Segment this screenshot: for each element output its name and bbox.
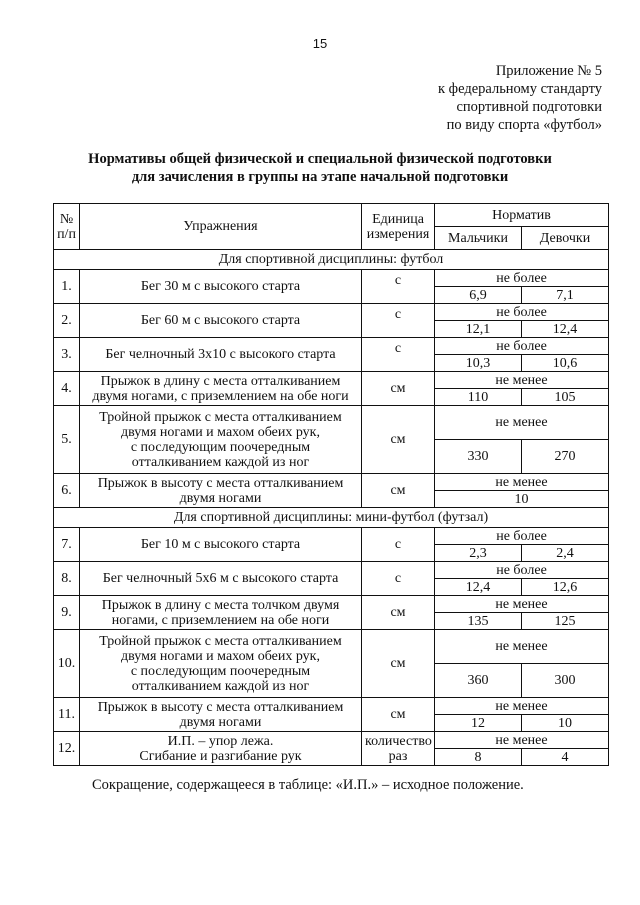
row-girls: 10 <box>522 715 609 732</box>
row-exercise-line: двумя ногами <box>179 714 262 730</box>
row-num: 1. <box>54 270 80 304</box>
row-unit-line: раз <box>388 748 408 764</box>
header-unit-line: измерения <box>366 226 430 242</box>
row-exercise: Бег 60 м с высокого старта <box>80 304 362 338</box>
row-unit: см <box>362 596 435 630</box>
row-condition: не менее <box>435 372 609 389</box>
page-number: 15 <box>312 36 328 51</box>
row-exercise: Бег 30 м с высокого старта <box>80 270 362 304</box>
header-num-line: № <box>59 211 74 227</box>
norms-table <box>53 203 609 766</box>
row-boys: 8 <box>435 749 522 766</box>
row-exercise <box>80 698 362 732</box>
row-unit: с <box>362 528 435 562</box>
row-exercise <box>80 732 362 766</box>
row-boys: 12,1 <box>435 321 522 338</box>
row-num: 12. <box>54 732 80 766</box>
row-boys: 12,4 <box>435 579 522 596</box>
row-exercise <box>80 474 362 508</box>
row-condition: не более <box>435 562 609 579</box>
row-unit-line: количество <box>365 733 432 749</box>
row-unit: см <box>362 372 435 406</box>
row-num: 2. <box>54 304 80 338</box>
header-num <box>54 204 80 250</box>
row-unit: см <box>362 406 435 474</box>
row-condition: не более <box>435 528 609 545</box>
document-title <box>0 150 640 186</box>
row-condition: не менее <box>435 406 609 440</box>
row-exercise-line: Прыжок в длину с места отталкиванием <box>100 373 341 389</box>
row-girls: 2,4 <box>522 545 609 562</box>
footnote: Сокращение, содержащееся в таблице: «И.П.» – исходное положение. <box>92 777 524 793</box>
row-exercise-line: Сгибание и разгибание рук <box>139 748 302 764</box>
row-both: 10 <box>435 491 609 508</box>
appendix-line: по виду спорта «футбол» <box>446 117 602 133</box>
row-girls: 300 <box>522 664 609 698</box>
row-exercise: Бег челночный 5х6 м с высокого старта <box>80 562 362 596</box>
row-girls: 7,1 <box>522 287 609 304</box>
row-num: 6. <box>54 474 80 508</box>
row-exercise: Бег 10 м с высокого старта <box>80 528 362 562</box>
row-exercise-line: отталкиванием каждой из ног <box>131 454 310 470</box>
row-exercise-line: Прыжок в высоту с места отталкиванием <box>97 699 344 715</box>
row-condition: не менее <box>435 698 609 715</box>
row-unit: с <box>362 338 435 372</box>
header-unit <box>362 204 435 250</box>
row-unit: с <box>362 304 435 338</box>
title-line: для зачисления в группы на этапе начальной подготовки <box>131 169 509 185</box>
header-boys: Мальчики <box>435 227 522 250</box>
row-num: 9. <box>54 596 80 630</box>
section-header: Для спортивной дисциплины: футбол <box>54 250 609 270</box>
row-exercise-line: с последующим поочередным <box>130 663 311 679</box>
row-condition: не более <box>435 338 609 355</box>
row-exercise <box>80 630 362 698</box>
row-num: 5. <box>54 406 80 474</box>
row-exercise: Бег челночный 3х10 с высокого старта <box>80 338 362 372</box>
row-unit: см <box>362 698 435 732</box>
row-girls: 12,4 <box>522 321 609 338</box>
header-exercise: Упражнения <box>80 204 362 250</box>
row-unit: см <box>362 630 435 698</box>
appendix-line: спортивной подготовки <box>456 99 602 115</box>
row-boys: 330 <box>435 440 522 474</box>
row-boys: 12 <box>435 715 522 732</box>
row-girls: 125 <box>522 613 609 630</box>
row-condition: не более <box>435 304 609 321</box>
row-exercise-line: ногами, с приземлением на обе ноги <box>111 612 330 628</box>
row-num: 8. <box>54 562 80 596</box>
section-header: Для спортивной дисциплины: мини-футбол (футзал) <box>54 508 609 528</box>
row-num: 11. <box>54 698 80 732</box>
row-condition: не менее <box>435 474 609 491</box>
appendix-line: Приложение № 5 <box>495 63 602 79</box>
appendix-block <box>438 62 602 134</box>
row-unit: см <box>362 474 435 508</box>
row-unit <box>362 732 435 766</box>
row-condition: не более <box>435 270 609 287</box>
row-girls: 270 <box>522 440 609 474</box>
row-boys: 10,3 <box>435 355 522 372</box>
title-line: Нормативы общей физической и специальной физической подготовки <box>88 151 552 167</box>
header-norm: Норматив <box>435 204 609 227</box>
row-girls: 12,6 <box>522 579 609 596</box>
row-exercise-line: двумя ногами и махом обеих рук, <box>121 424 320 440</box>
row-num: 10. <box>54 630 80 698</box>
row-condition: не менее <box>435 732 609 749</box>
row-exercise-line: с последующим поочередным <box>130 439 311 455</box>
row-exercise-line: И.П. – упор лежа. <box>167 733 274 749</box>
row-girls: 4 <box>522 749 609 766</box>
row-exercise-line: двумя ногами, с приземлением на обе ноги <box>92 388 349 404</box>
row-exercise-line: двумя ногами и махом обеих рук, <box>121 648 320 664</box>
row-num: 4. <box>54 372 80 406</box>
row-exercise-line: Тройной прыжок с места отталкиванием <box>99 409 342 425</box>
row-exercise <box>80 406 362 474</box>
row-unit: с <box>362 562 435 596</box>
row-boys: 360 <box>435 664 522 698</box>
row-boys: 135 <box>435 613 522 630</box>
row-exercise-line: двумя ногами <box>179 490 262 506</box>
header-girls: Девочки <box>522 227 609 250</box>
row-exercise-line: отталкиванием каждой из ног <box>131 678 310 694</box>
row-condition: не менее <box>435 596 609 613</box>
row-exercise-line: Прыжок в высоту с места отталкиванием <box>97 475 344 491</box>
row-boys: 2,3 <box>435 545 522 562</box>
header-unit-line: Единица <box>372 211 424 227</box>
header-num-line: п/п <box>57 226 76 242</box>
row-boys: 6,9 <box>435 287 522 304</box>
row-boys: 110 <box>435 389 522 406</box>
row-exercise-line: Тройной прыжок с места отталкиванием <box>99 633 342 649</box>
row-girls: 105 <box>522 389 609 406</box>
row-exercise <box>80 596 362 630</box>
row-exercise <box>80 372 362 406</box>
row-condition: не менее <box>435 630 609 664</box>
row-exercise-line: Прыжок в длину с места толчком двумя <box>101 597 340 613</box>
row-num: 3. <box>54 338 80 372</box>
row-girls: 10,6 <box>522 355 609 372</box>
row-unit: с <box>362 270 435 304</box>
row-num: 7. <box>54 528 80 562</box>
appendix-line: к федеральному стандарту <box>438 81 602 97</box>
